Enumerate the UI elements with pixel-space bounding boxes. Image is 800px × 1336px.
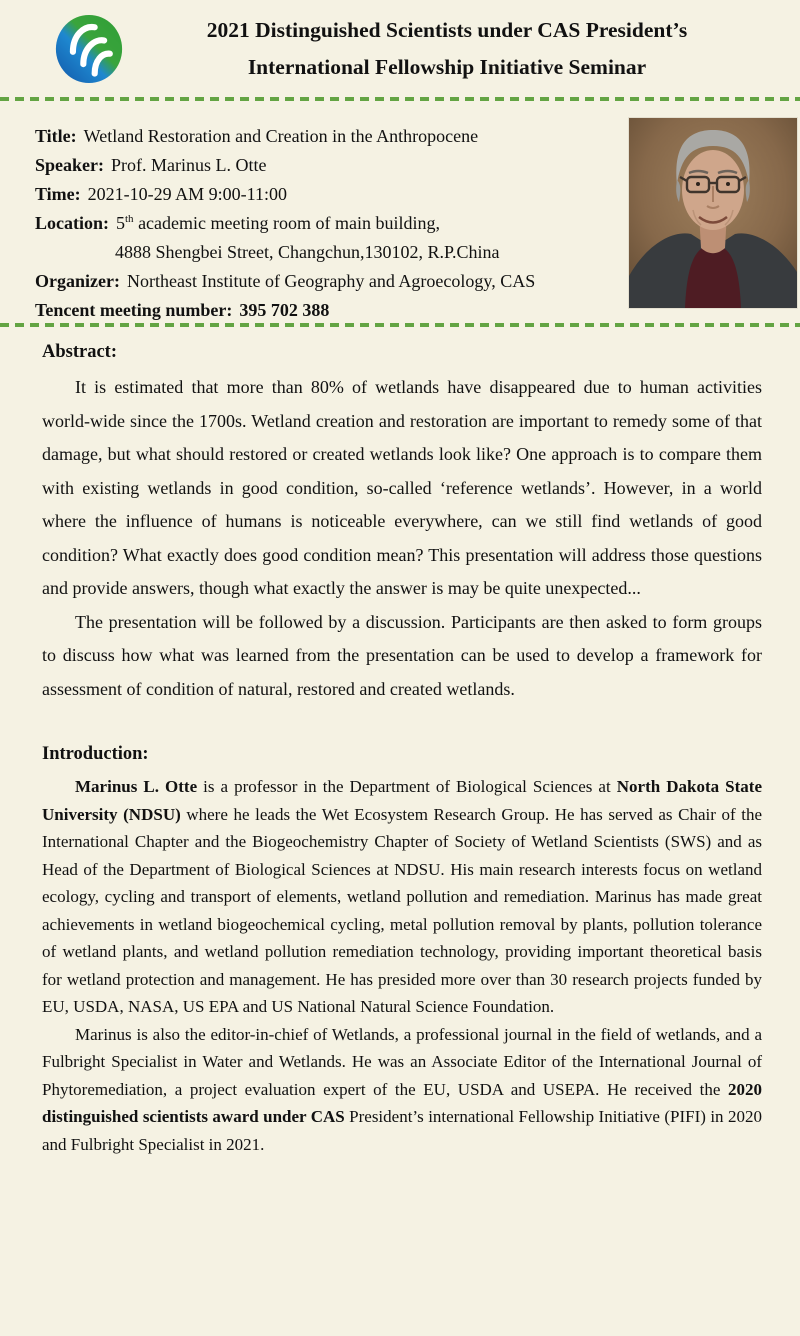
info-label: Location: — [35, 213, 109, 233]
text: It is estimated that more than 80% of wetlands have disappeared due to human activities world-wide since the 1700s. Wetland creation and restoration are important to remedy some of that damage, but what should restored or created wetlands look like? One approach is to compare them with existing wetlands in good condition, so-called ‘reference wetlands’. However, in a world where the influence of humans is noticeable everywhere, can we still find wetlands of good condition? What exactly does good condition mean? This presentation will address those questions and provide answers, though what exactly the answer is may be quite unexpected... — [42, 377, 762, 598]
section-heading: Introduction: — [42, 744, 149, 764]
section — [42, 338, 762, 706]
section-heading: Abstract: — [42, 342, 118, 362]
paragraph — [42, 773, 762, 1021]
info-value: Wetland Restoration and Creation in the Anthropocene — [83, 126, 479, 146]
title-line-2: International Fellowship Initiative Seminar — [247, 54, 647, 79]
text: where he leads the Wet Ecosystem Research Group. He has served as Chair of the International Chapter and the Biogeochemistry Chapter of Society of Wetland Scientists (SWS) and as Head of the Department of Biological Sciences at NDSU. His main research interests focus on wetland ecology, cycling and transport of elements, wetland pollution and remediation. Marinus has made great achievements in wetland biogeochemical cycling, metal pollution removal by plants, pollution tolerance of wetland plants, and wetland pollution remediation technology, providing important theoretical basis for wetland protection and management. He has presided more over than 30 research projects funded by EU, USDA, NASA, US EPA and US National Natural Science Foundation. — [42, 804, 762, 1016]
text: President’s international Fellowship Initiative (PIFI) in 2020 and Fulbright Specialist in 2021. — [42, 1107, 762, 1154]
info-row — [35, 151, 620, 180]
info-row — [35, 209, 620, 238]
paragraph — [42, 371, 762, 606]
info-label: Tencent meeting number: — [35, 300, 233, 320]
text: Marinus is also the editor-in-chief of Wetlands, a professional journal in the field of wetlands, and a Fulbright Specialist in Water and Wetlands. He was an Associate Editor of the International Journal of Phytoremediation, a project evaluation expert of the EU, USDA and USEPA. He received the — [42, 1024, 762, 1099]
text: is a professor in the Department of Biological Sciences at — [197, 777, 617, 796]
section — [42, 740, 762, 1158]
header — [0, 0, 800, 97]
bold-text: 2020 distinguished scientists award under CAS — [42, 1079, 762, 1126]
info-value: 5 — [116, 213, 125, 233]
info-section — [0, 101, 620, 325]
info-value: th — [125, 213, 134, 225]
info-value: Prof. Marinus L. Otte — [111, 155, 267, 175]
info-label: Speaker: — [35, 155, 104, 175]
paragraph — [42, 1021, 762, 1159]
info-row — [35, 296, 620, 325]
info-label: Title: — [35, 126, 77, 146]
text: The presentation will be followed by a discussion. Participants are then asked to form groups to discuss how what was learned from the presentation can be used to develop a framework for assessment of condition of natural, restored and created wetlands. — [42, 611, 762, 699]
info-label: Organizer: — [35, 271, 120, 291]
info-value: 4888 Shengbei Street, Changchun,130102, R.P.China — [115, 242, 500, 262]
info-row — [35, 267, 620, 296]
document-body — [42, 338, 762, 1158]
speaker-photo — [629, 118, 797, 308]
info-value: academic meeting room of main building, — [133, 213, 440, 233]
info-value: 395 702 388 — [239, 300, 330, 320]
info-label: Time: — [35, 184, 81, 204]
info-rows — [35, 122, 620, 325]
bold-text: Marinus L. Otte — [75, 777, 198, 796]
info-row — [35, 180, 620, 209]
info-value: Northeast Institute of Geography and Agroecology, CAS — [126, 271, 536, 291]
info-row — [35, 238, 620, 267]
paragraph — [42, 606, 762, 707]
page-title — [124, 12, 800, 86]
institute-globe-logo-icon — [54, 13, 124, 85]
bold-text: North Dakota State University (NDSU) — [42, 777, 762, 824]
info-row — [35, 122, 620, 151]
dashed-divider — [0, 323, 800, 327]
title-line-1: 2021 Distinguished Scientists under CAS President’s — [206, 17, 688, 42]
info-value: 2021-10-29 AM 9:00-11:00 — [87, 184, 287, 204]
